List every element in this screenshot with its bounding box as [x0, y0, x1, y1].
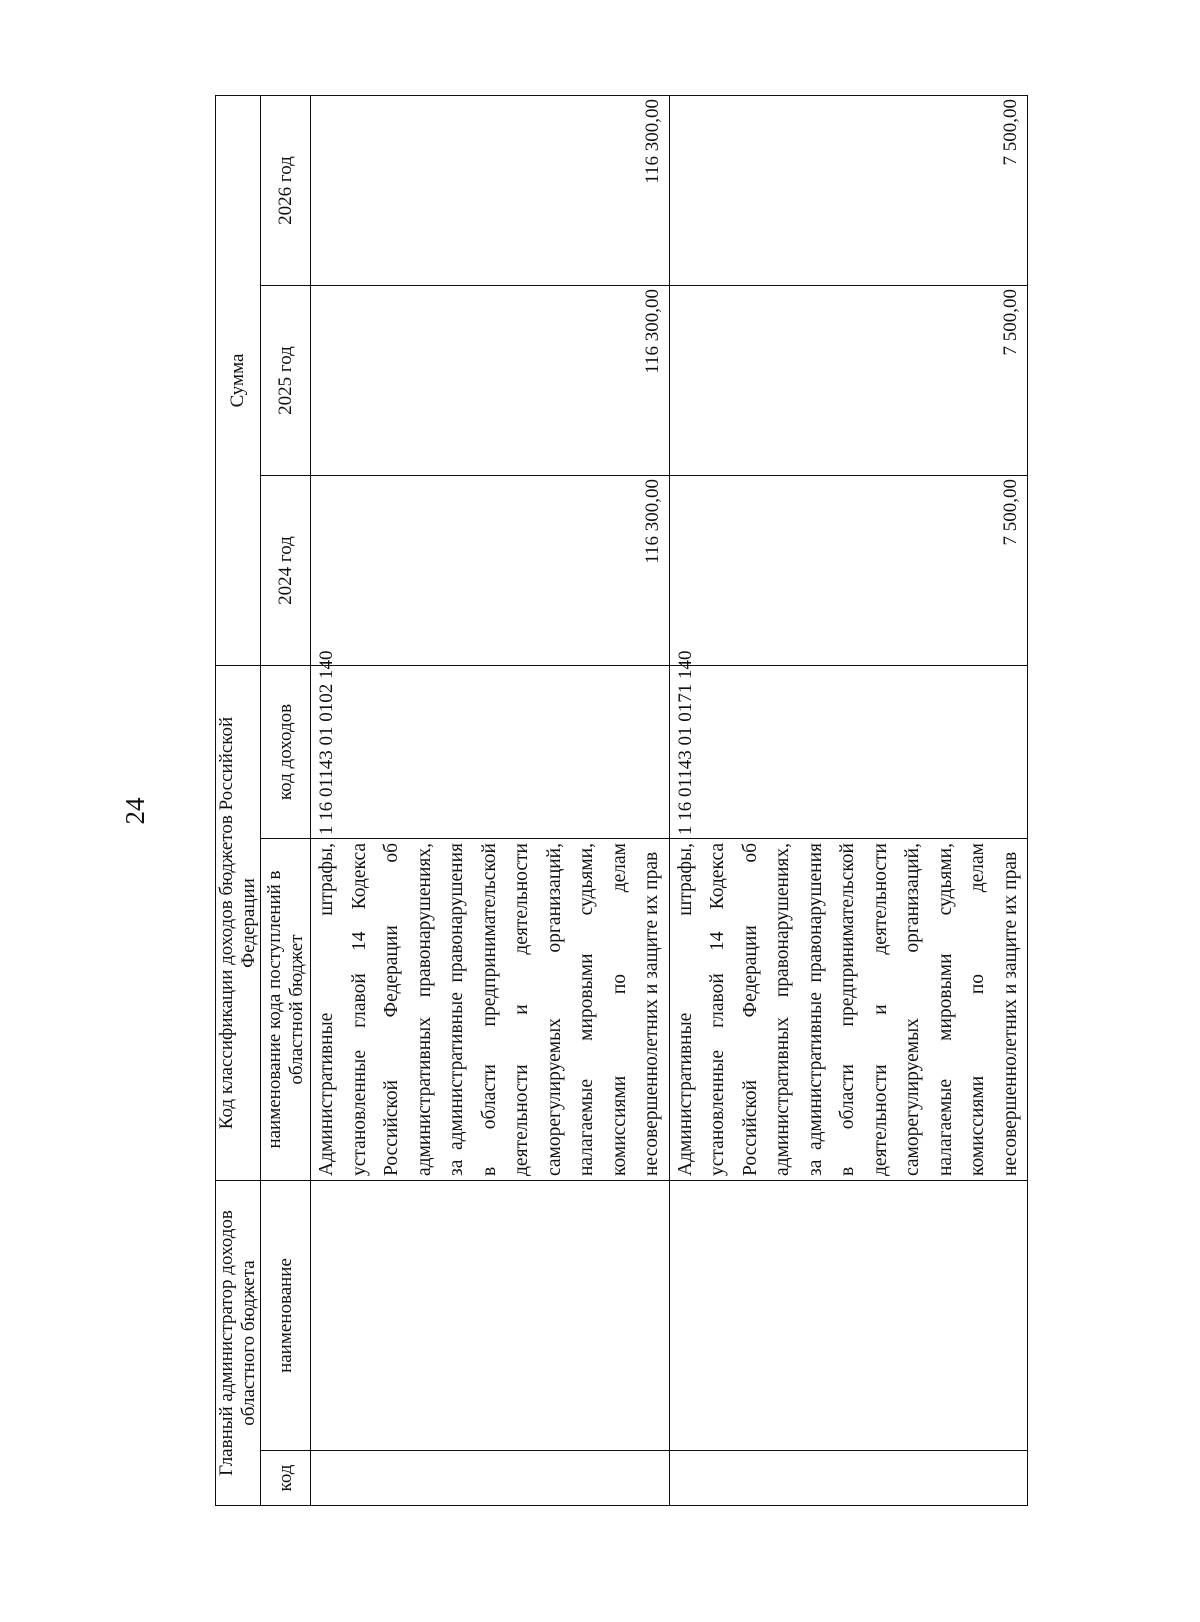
- revenue-table-container: [215, 96, 1021, 1506]
- header-name: наименование: [261, 1181, 311, 1451]
- header-admin-group: Главный администратор доходов областного бюджета: [216, 1181, 261, 1506]
- revenue-classification-table: [215, 95, 1028, 1506]
- cell-sum-2024: 7 500,00: [669, 476, 1028, 666]
- table-row: [311, 96, 670, 1506]
- header-row-2: [261, 96, 311, 1506]
- header-row-1: [216, 96, 261, 1506]
- cell-sum-2025: 7 500,00: [669, 286, 1028, 476]
- page-number: 24: [120, 797, 150, 825]
- cell-admin-code: [669, 1451, 1028, 1506]
- table-row: [669, 96, 1028, 1506]
- cell-income-name: Административные штрафы, установленные главой 14 Кодекса Российской Федерации об административных правонарушениях, за административные правонарушения в области предпринимательской деятельности и деятельности саморегулируемых организаций, налагаемые мировыми судьями, комиссиями по делам несовершеннолетних и защите их прав: [669, 839, 1028, 1181]
- header-year-2025: 2025 год: [261, 286, 311, 476]
- cell-admin-name: [311, 1181, 670, 1451]
- header-classification-group: Код классификации доходов бюджетов Российской Федерации: [216, 666, 261, 1181]
- header-income-name: наименование кода поступлений в областной бюджет: [261, 839, 311, 1181]
- cell-income-code: 1 16 01143 01 0102 140: [311, 666, 670, 839]
- header-sum-group: Сумма: [216, 96, 261, 666]
- cell-income-code: 1 16 01143 01 0171 140: [669, 666, 1028, 839]
- header-code: код: [261, 1451, 311, 1506]
- header-year-2024: 2024 год: [261, 476, 311, 666]
- cell-admin-code: [311, 1451, 670, 1506]
- header-year-2026: 2026 год: [261, 96, 311, 286]
- cell-admin-name: [669, 1181, 1028, 1451]
- cell-income-name: Административные штрафы, установленные главой 14 Кодекса Российской Федерации об административных правонарушениях, за административные правонарушения в области предпринимательской деятельности и деятельности саморегулируемых организаций, налагаемые мировыми судьями, комиссиями по делам несовершеннолетних и защите их прав: [311, 839, 670, 1181]
- cell-sum-2024: 116 300,00: [311, 476, 670, 666]
- cell-sum-2026: 7 500,00: [669, 96, 1028, 286]
- cell-sum-2026: 116 300,00: [311, 96, 670, 286]
- cell-sum-2025: 116 300,00: [311, 286, 670, 476]
- header-income-code: код доходов: [261, 666, 311, 839]
